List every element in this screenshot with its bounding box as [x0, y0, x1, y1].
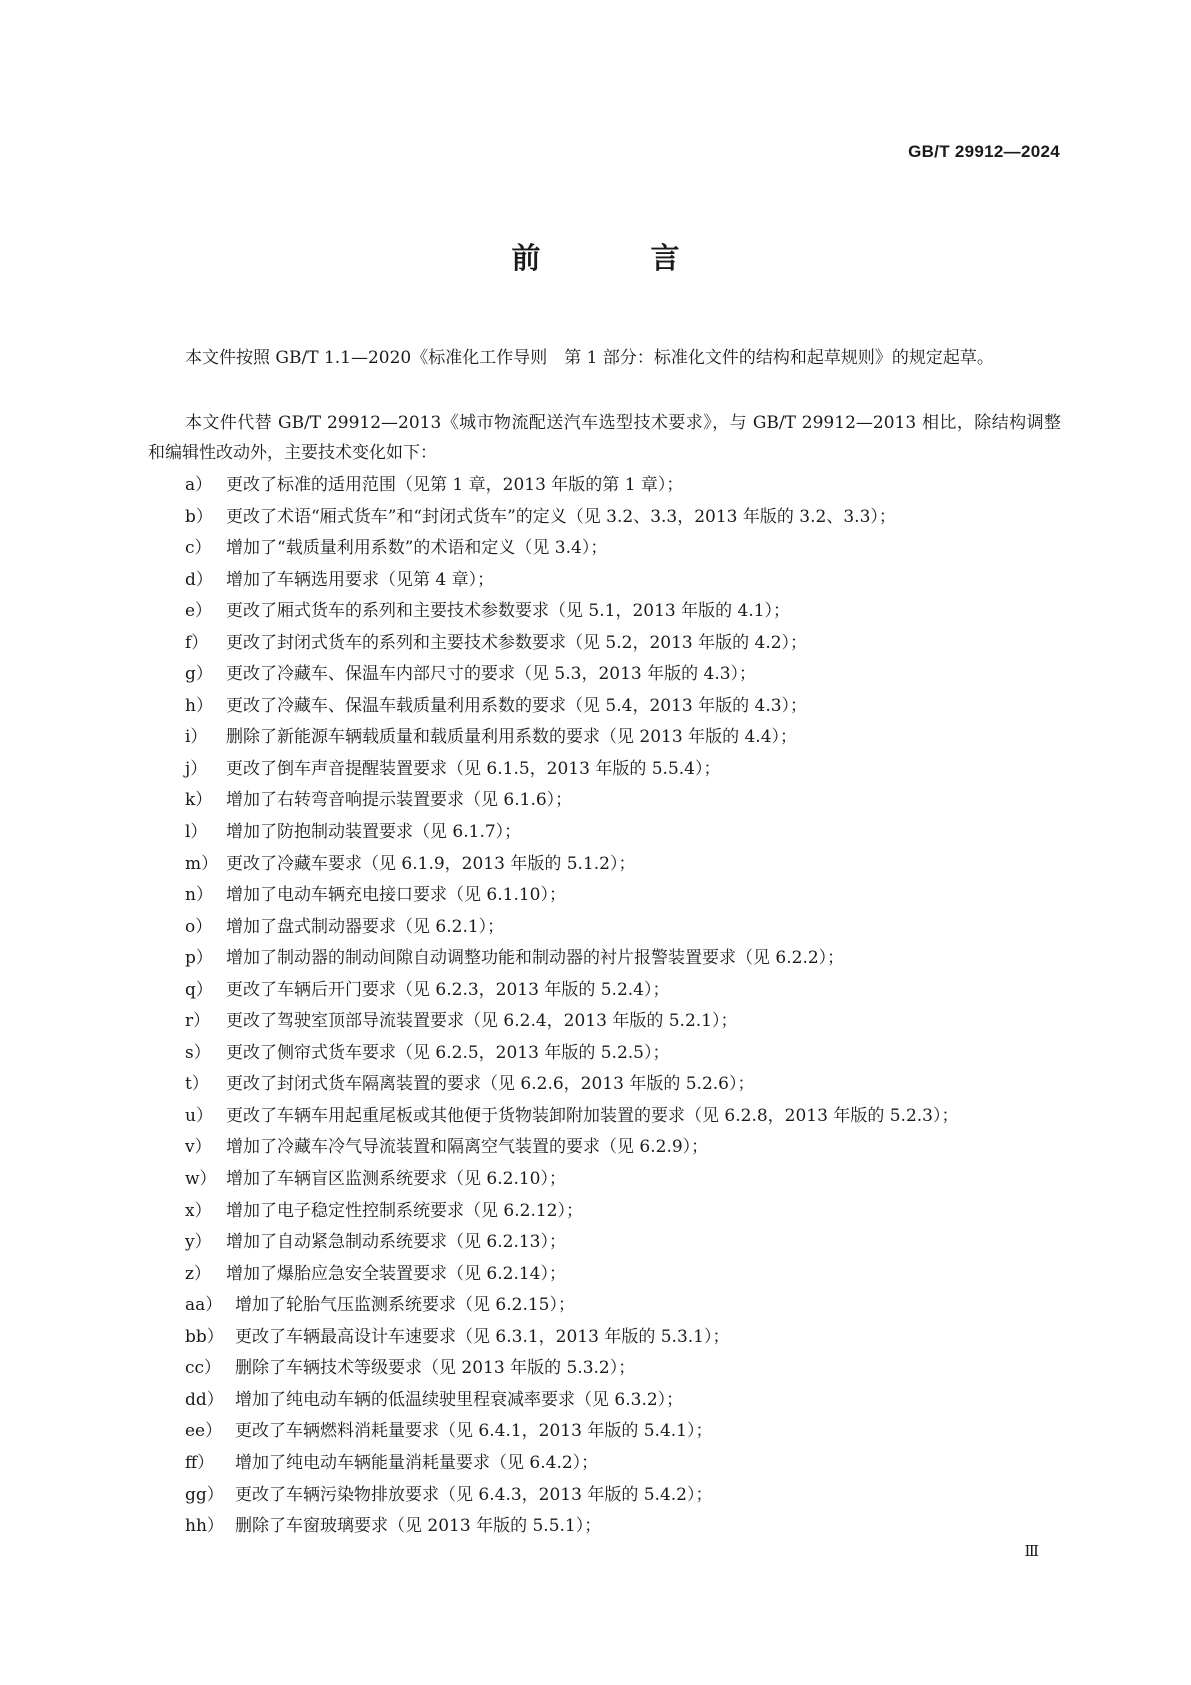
- list-item-marker: u）: [185, 1105, 213, 1126]
- list-item: [185, 1069, 1075, 1101]
- list-item: [185, 1101, 1075, 1133]
- list-item-text: 更改了术语“厢式货车”和“封闭式货车”的定义（见 3.2、3.3，2013 年版的 3.2、3.3）；: [226, 506, 896, 527]
- list-item-marker: r）: [185, 1011, 211, 1032]
- list-item-text: 更改了厢式货车的系列和主要技术参数要求（见 5.1，2013 年版的 4.1）；: [226, 601, 791, 622]
- list-item-marker: x）: [185, 1200, 212, 1221]
- list-item-marker: d）: [185, 569, 213, 590]
- list-item: [185, 943, 1075, 975]
- list-item-marker: hh）: [185, 1516, 224, 1537]
- list-item-text: 增加了纯电动车辆能量消耗量要求（见 6.4.2）；: [235, 1452, 599, 1473]
- list-item-marker: h）: [185, 695, 213, 716]
- list-item: [185, 1259, 1075, 1291]
- list-item-marker: y）: [185, 1232, 212, 1253]
- list-item: [185, 722, 1075, 754]
- list-item: [185, 470, 1075, 502]
- list-item-marker: l）: [185, 822, 208, 843]
- list-item-text: 更改了侧帘式货车要求（见 6.2.5，2013 年版的 5.2.5）；: [226, 1042, 670, 1063]
- list-item-marker: g）: [185, 664, 213, 685]
- list-item-text: 增加了爆胎应急安全装置要求（见 6.2.14）；: [226, 1263, 566, 1284]
- list-item-text: 增加了右转弯音响提示装置要求（见 6.1.6）；: [226, 790, 573, 811]
- list-item-text: 删除了车辆技术等级要求（见 2013 年版的 5.3.2）；: [235, 1358, 636, 1379]
- list-item: [185, 754, 1075, 786]
- list-item-text: 更改了封闭式货车的系列和主要技术参数要求（见 5.2，2013 年版的 4.2）；: [226, 632, 808, 653]
- list-item-text: 增加了车辆盲区监测系统要求（见 6.2.10）；: [226, 1169, 566, 1190]
- list-item: [185, 1006, 1075, 1038]
- list-item-text: 更改了车辆车用起重尾板或其他便于货物装卸附加装置的要求（见 6.2.8，2013 年版的 5.2.3）；: [226, 1105, 959, 1126]
- list-item-text: 更改了车辆后开门要求（见 6.2.3，2013 年版的 5.2.4）；: [226, 979, 670, 1000]
- technical-changes-list: [185, 470, 1075, 1543]
- list-item-text: 增加了盘式制动器要求（见 6.2.1）；: [226, 916, 505, 937]
- list-item-text: 更改了倒车声音提醒装置要求（见 6.1.5，2013 年版的 5.5.4）；: [226, 758, 721, 779]
- page-title: 前 言: [511, 241, 730, 275]
- list-item-text: 增加了轮胎气压监测系统要求（见 6.2.15）；: [235, 1295, 575, 1316]
- intro-paragraph-replacement: 本文件代替 GB/T 29912—2013《城市物流配送汽车选型技术要求》，与 GB/T 29912—2013 相比，除结构调整和编辑性改动外，主要技术变化如下：: [148, 413, 1061, 463]
- list-item-marker: c）: [185, 538, 212, 559]
- list-item-marker: ee）: [185, 1421, 223, 1442]
- list-item: [185, 1448, 1075, 1480]
- list-item: [185, 502, 1075, 534]
- list-item-text: 更改了冷藏车、保温车内部尺寸的要求（见 5.3，2013 年版的 4.3）；: [226, 664, 757, 685]
- list-item-marker: a）: [185, 475, 213, 495]
- list-item-marker: z）: [185, 1263, 211, 1284]
- list-item: [185, 1480, 1075, 1512]
- list-item-marker: n）: [185, 885, 213, 906]
- list-item: [185, 849, 1075, 881]
- list-item-marker: v）: [185, 1137, 212, 1158]
- list-item-text: 增加了“载质量利用系数”的术语和定义（见 3.4）；: [226, 538, 608, 559]
- list-item: [185, 565, 1075, 597]
- list-item: [185, 533, 1075, 565]
- list-item: [185, 785, 1075, 817]
- list-item-text: 更改了车辆燃料消耗量要求（见 6.4.1，2013 年版的 5.4.1）；: [235, 1421, 713, 1442]
- list-item: [185, 912, 1075, 944]
- list-item-text: 增加了防抱制动装置要求（见 6.1.7）；: [226, 822, 522, 843]
- list-item: [185, 1416, 1075, 1448]
- list-item-marker: p）: [185, 948, 213, 969]
- list-item: [185, 880, 1075, 912]
- list-item-marker: i）: [185, 727, 208, 748]
- list-item-marker: gg）: [185, 1484, 224, 1505]
- list-item-marker: t）: [185, 1074, 209, 1095]
- list-item: [185, 817, 1075, 849]
- list-item-marker: j）: [185, 758, 208, 779]
- list-item: [185, 659, 1075, 691]
- list-item-marker: aa）: [185, 1295, 223, 1316]
- list-item-marker: o）: [185, 916, 213, 937]
- list-item-text: 更改了冷藏车要求（见 6.1.9，2013 年版的 5.1.2）；: [226, 853, 636, 874]
- list-item-text: 删除了新能源车辆载质量和载质量利用系数的要求（见 2013 年版的 4.4）；: [226, 727, 798, 748]
- list-item: [185, 1038, 1075, 1070]
- list-item: [185, 1227, 1075, 1259]
- list-item: [185, 1511, 1075, 1543]
- list-item: [185, 596, 1075, 628]
- list-item: [185, 1322, 1075, 1354]
- list-item-text: 增加了纯电动车辆的低温续驶里程衰减率要求（见 6.3.2）；: [235, 1389, 684, 1410]
- list-item: [185, 1164, 1075, 1196]
- list-item-text: 增加了冷藏车冷气导流装置和隔离空气装置的要求（见 6.2.9）；: [226, 1137, 709, 1158]
- intro-paragraph-drafting: 本文件按照 GB/T 1.1—2020《标准化工作导则 第 1 部分：标准化文件的结构和起草规则》的规定起草。: [185, 348, 994, 368]
- list-item-text: 更改了车辆污染物排放要求（见 6.4.3，2013 年版的 5.4.2）；: [235, 1484, 713, 1505]
- list-item-text: 更改了标准的适用范围（见第 1 章，2013 年版的第 1 章）；: [226, 475, 684, 495]
- list-item-marker: cc）: [185, 1358, 222, 1379]
- list-item: [185, 1385, 1075, 1417]
- list-item-text: 更改了车辆最高设计车速要求（见 6.3.1，2013 年版的 5.3.1）；: [235, 1326, 730, 1347]
- list-item: [185, 975, 1075, 1007]
- list-item: [185, 1290, 1075, 1322]
- list-item-text: 更改了驾驶室顶部导流装置要求（见 6.2.4，2013 年版的 5.2.1）；: [226, 1011, 738, 1032]
- list-item-marker: f）: [185, 632, 209, 653]
- list-item-marker: b）: [185, 506, 213, 527]
- standard-code: GB/T 29912—2024: [908, 142, 1060, 161]
- list-item: [185, 1353, 1075, 1385]
- list-item-marker: k）: [185, 790, 213, 811]
- list-item-marker: m）: [185, 853, 219, 874]
- list-item: [185, 1132, 1075, 1164]
- list-item-marker: s）: [185, 1042, 211, 1063]
- list-item: [185, 628, 1075, 660]
- list-item-text: 增加了制动器的制动间隙自动调整功能和制动器的衬片报警装置要求（见 6.2.2）；: [226, 948, 845, 969]
- list-item-marker: dd）: [185, 1389, 224, 1410]
- list-item-marker: w）: [185, 1169, 217, 1190]
- list-item-marker: ff）: [185, 1452, 215, 1473]
- page-number: Ⅲ: [1024, 1542, 1039, 1560]
- list-item-text: 增加了电动车辆充电接口要求（见 6.1.10）；: [226, 885, 566, 906]
- list-item-text: 更改了冷藏车、保温车载质量利用系数的要求（见 5.4，2013 年版的 4.3）；: [226, 695, 808, 716]
- list-item-text: 增加了自动紧急制动系统要求（见 6.2.13）；: [226, 1232, 566, 1253]
- list-item-text: 增加了电子稳定性控制系统要求（见 6.2.12）；: [226, 1200, 583, 1221]
- list-item-text: 更改了封闭式货车隔离装置的要求（见 6.2.6，2013 年版的 5.2.6）；: [226, 1074, 755, 1095]
- list-item-marker: e）: [185, 601, 213, 622]
- list-item-marker: q）: [185, 979, 213, 1000]
- list-item: [185, 1196, 1075, 1228]
- list-item-marker: bb）: [185, 1326, 224, 1347]
- list-item-text: 删除了车窗玻璃要求（见 2013 年版的 5.5.1）；: [235, 1516, 602, 1537]
- list-item-text: 增加了车辆选用要求（见第 4 章）；: [226, 569, 495, 590]
- list-item: [185, 691, 1075, 723]
